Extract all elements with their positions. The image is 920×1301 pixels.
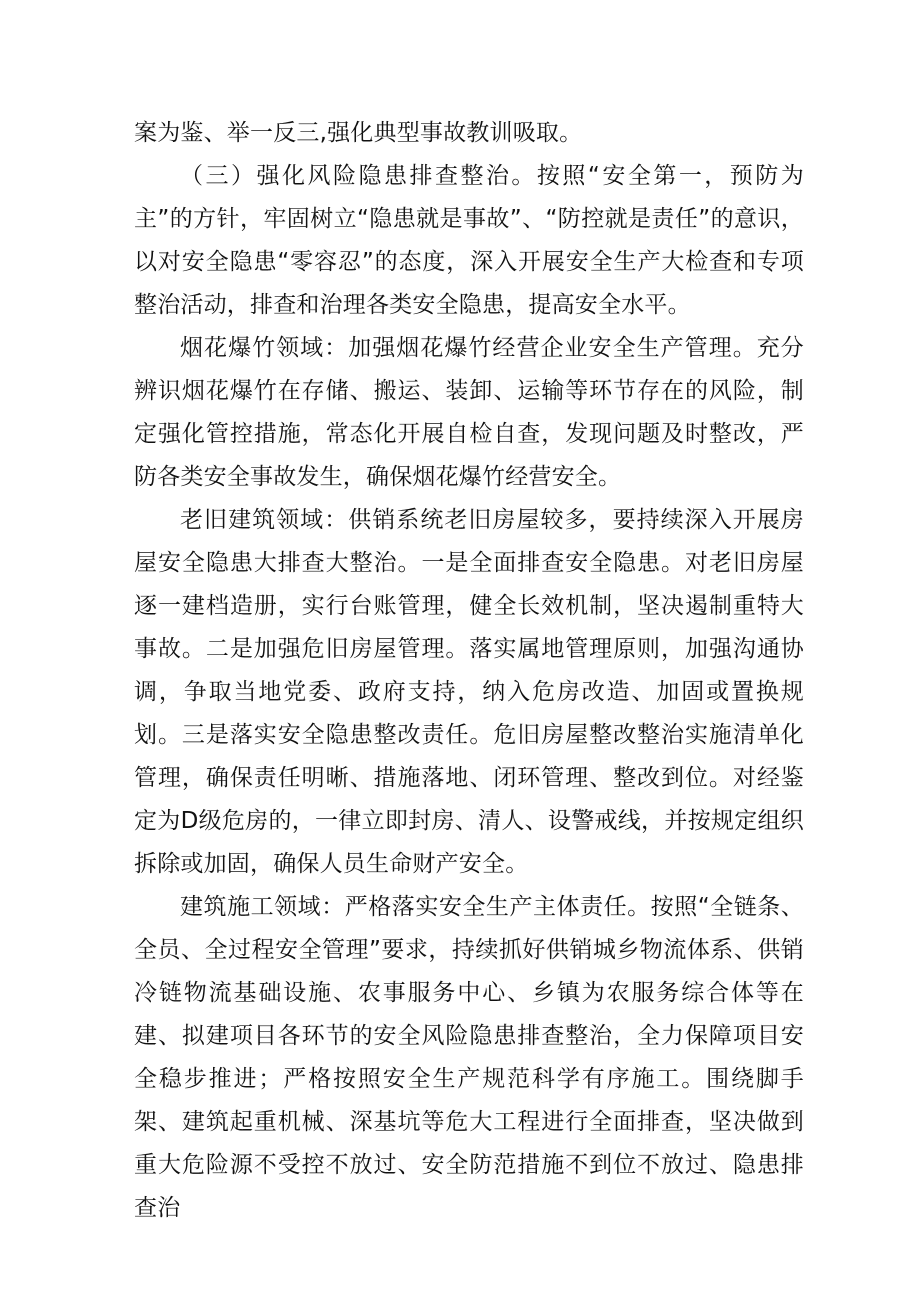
document-body [134, 112, 804, 1230]
paragraph-continuation: 案为鉴、举一反三,强化典型事故教训吸取。 [134, 120, 583, 146]
paragraph-construction: 建筑施工领域：严格落实安全生产主体责任。按照“全链条、全员、全过程安全管理”要求，持续抓好供销城乡物流体系、供销冷链物流基础设施、农事服务中心、乡镇为农服务综合体等在建、拟建项目各环节的安全风险隐患排查整治，全力保障项目安全稳步推进；严格按照安全生产规范科学有序施工。围绕脚手架、建筑起重机械、深基坑等危大工程进行全面排查，坚决做到重大危险源不受控不放过、安全防范措施不到位不放过、隐患排查治 [134, 894, 804, 1221]
paragraph-section-three-heading: （三）强化风险隐患排查整治。按照“安全第一，预防为主”的方针，牢固树立“隐患就是事故”、“防控就是责任”的意识，以对安全隐患“零容忍”的态度，深入开展安全生产大检查和专项整治活动，排查和治理各类安全隐患，提高安全水平。 [134, 163, 804, 318]
paragraph-old-buildings: 老旧建筑领域：供销系统老旧房屋较多，要持续深入开展房屋安全隐患大排查大整治。一是全面排查安全隐患。对老旧房屋逐一建档造册，实行台账管理，健全长效机制，坚决遏制重特大事故。二是加强危旧房屋管理。落实属地管理原则，加强沟通协调，争取当地党委、政府支持，纳入危房改造、加固或置换规划。三是落实安全隐患整改责任。危旧房屋整改整治实施清单化管理，确保责任明晰、措施落地、闭环管理、整改到位。对经鉴定为D级危房的，一律立即封房、清人、设警戒线，并按规定组织拆除或加固，确保人员生命财产安全。 [134, 507, 804, 877]
paragraph-fireworks: 烟花爆竹领域：加强烟花爆竹经营企业安全生产管理。充分辨识烟花爆竹在存储、搬运、装卸、运输等环节存在的风险，制定强化管控措施，常态化开展自检自查，发现问题及时整改，严防各类安全事故发生，确保烟花爆竹经营安全。 [134, 335, 804, 490]
